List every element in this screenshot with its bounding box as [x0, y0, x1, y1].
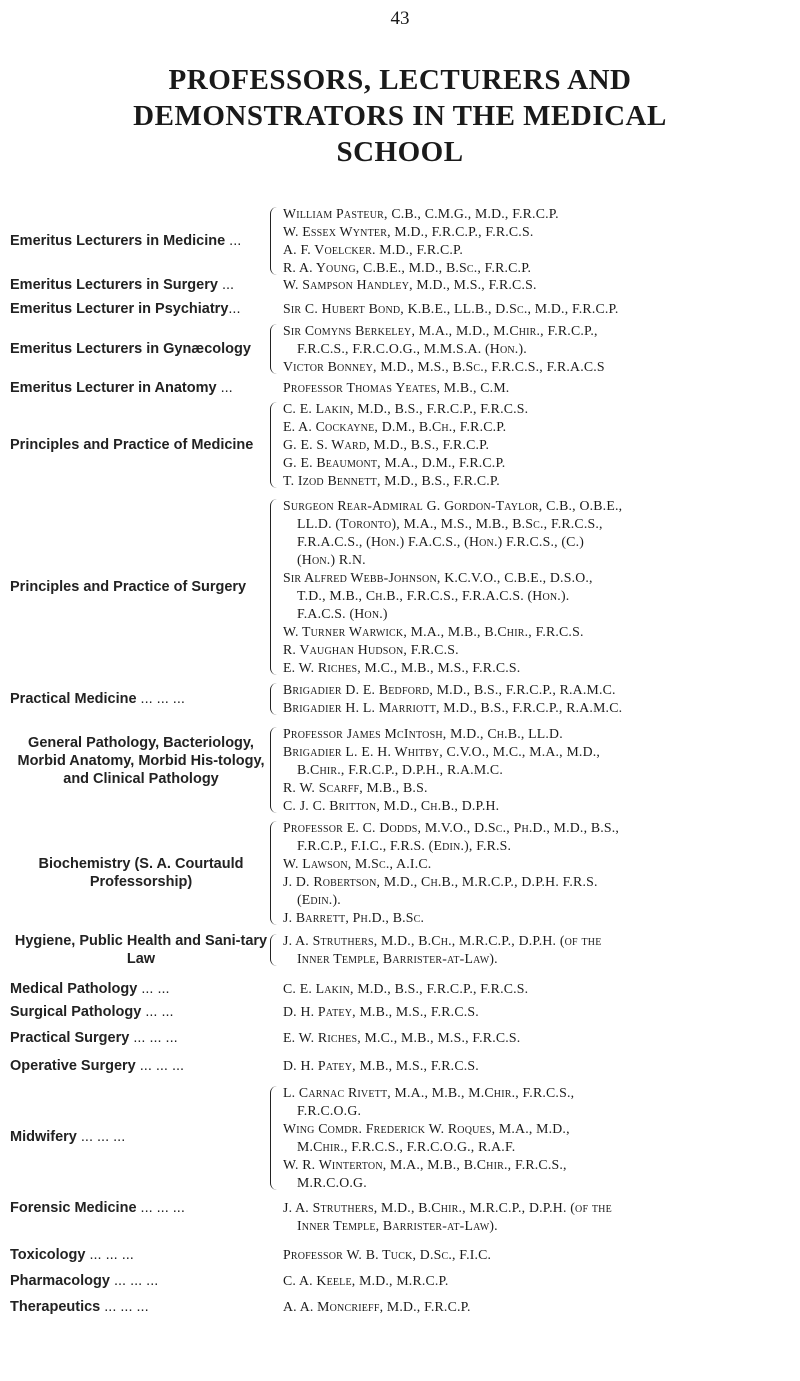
- staff-names: [283, 205, 793, 277]
- staff-names: [283, 1199, 793, 1235]
- subject-label-text: Emeritus Lecturer in Psychiatry: [10, 301, 229, 317]
- subject-label: [10, 1298, 272, 1316]
- page-title: [20, 62, 780, 170]
- subject-label: [10, 436, 272, 454]
- staff-name-line: J. A. Struthers, M.D., B.Chir., M.R.C.P., D.P.H. (of the: [283, 1200, 612, 1215]
- staff-names: [283, 1084, 793, 1192]
- staff-name-line: R. A. Young, C.B.E., M.D., B.Sc., F.R.C.P.: [283, 260, 532, 275]
- subject-label-text: Surgical Pathology: [10, 1004, 142, 1020]
- staff-name-line: Inner Temple, Barrister-at-Law).: [297, 1218, 498, 1233]
- subject-label-text: Pharmacology: [10, 1273, 110, 1289]
- staff-name-line: T. Izod Bennett, M.D., B.S., F.R.C.P.: [283, 473, 500, 488]
- staff-name-line: A. A. Moncrieff, M.D., F.R.C.P.: [283, 1299, 471, 1314]
- staff-names: [283, 819, 793, 927]
- subject-label: [10, 1128, 272, 1146]
- leader-dots: ... ... ...: [135, 1058, 185, 1074]
- staff-name-line: G. E. S. Ward, M.D., B.S., F.R.C.P.: [283, 437, 490, 452]
- subject-label: [10, 1003, 272, 1021]
- staff-name-line: Sir Comyns Berkeley, M.A., M.D., M.Chir., F.R.C.P.,: [283, 323, 598, 338]
- staff-name-line: J. Barrett, Ph.D., B.Sc.: [283, 910, 425, 925]
- staff-name-line: W. R. Winterton, M.A., M.B., B.Chir., F.R.C.S.,: [283, 1157, 567, 1172]
- staff-name-line: A. F. Voelcker. M.D., F.R.C.P.: [283, 242, 463, 257]
- subject-label: [10, 1057, 272, 1075]
- staff-names: [283, 932, 793, 968]
- staff-names: [283, 300, 793, 318]
- brace-icon: [270, 499, 281, 675]
- staff-name-line: Professor E. C. Dodds, M.V.O., D.Sc., Ph.D., M.D., B.S.,: [283, 820, 620, 835]
- staff-name-line: F.R.C.O.G.: [297, 1103, 362, 1118]
- subject-label-text: Hygiene, Public Health and Sani-tary Law: [14, 933, 268, 967]
- brace-icon: [270, 324, 281, 374]
- subject-label-text: Principles and Practice of Medicine: [10, 437, 254, 453]
- staff-names: [283, 1272, 793, 1290]
- staff-name-line: Victor Bonney, M.D., M.S., B.Sc., F.R.C.S., F.R.A.C.S: [283, 359, 605, 374]
- leader-dots: ...: [225, 233, 242, 249]
- staff-name-line: F.R.C.S., F.R.C.O.G., M.M.S.A. (Hon.).: [297, 341, 527, 356]
- staff-names: [283, 1246, 793, 1264]
- subject-label: [10, 300, 272, 318]
- staff-name-line: Professor Thomas Yeates, M.B., C.M.: [283, 380, 510, 395]
- subject-label-text: Midwifery: [10, 1129, 77, 1145]
- staff-name-line: C. A. Keele, M.D., M.R.C.P.: [283, 1273, 449, 1288]
- subject-label: [10, 1272, 272, 1290]
- staff-name-line: R. Vaughan Hudson, F.R.C.S.: [283, 642, 459, 657]
- subject-label: [10, 734, 272, 788]
- leader-dots: ...: [216, 380, 233, 396]
- staff-name-line: B.Chir., F.R.C.P., D.P.H., R.A.M.C.: [297, 762, 503, 777]
- staff-name-line: F.R.C.P., F.I.C., F.R.S. (Edin.), F.R.S.: [297, 838, 512, 853]
- staff-name-line: M.Chir., F.R.C.S., F.R.C.O.G., R.A.F.: [297, 1139, 516, 1154]
- subject-label: [10, 690, 272, 708]
- staff-names: [283, 400, 793, 490]
- subject-label-text: Toxicology: [10, 1247, 86, 1263]
- leader-dots: ... ... ...: [85, 1247, 134, 1263]
- staff-names: [283, 322, 793, 376]
- subject-label: [10, 1199, 272, 1217]
- staff-name-line: W. Turner Warwick, M.A., M.B., B.Chir., F.R.C.S.: [283, 624, 584, 639]
- staff-name-line: C. J. C. Britton, M.D., Ch.B., D.P.H.: [283, 798, 500, 813]
- subject-label: [10, 578, 272, 596]
- staff-name-line: W. Sampson Handley, M.D., M.S., F.R.C.S.: [283, 277, 537, 292]
- staff-name-line: Professor W. B. Tuck, D.Sc., F.I.C.: [283, 1247, 492, 1262]
- subject-label-text: Emeritus Lecturers in Surgery: [10, 277, 218, 293]
- staff-name-line: Sir Alfred Webb-Johnson, K.C.V.O., C.B.E., D.S.O.,: [283, 570, 593, 585]
- leader-dots: ... ... ...: [109, 1273, 159, 1289]
- staff-name-line: F.R.A.C.S., (Hon.) F.A.C.S., (Hon.) F.R.C.S., (C.): [297, 534, 585, 549]
- subject-label: [10, 1029, 272, 1047]
- staff-names: [283, 725, 793, 815]
- staff-name-line: F.A.C.S. (Hon.): [297, 606, 388, 621]
- brace-icon: [270, 934, 281, 966]
- staff-name-line: E. W. Riches, M.C., M.B., M.S., F.R.C.S.: [283, 1030, 521, 1045]
- staff-names: [283, 1298, 793, 1316]
- title-line: PROFESSORS, LECTURERS AND: [168, 64, 632, 96]
- staff-name-line: Brigadier H. L. Marriott, M.D., B.S., F.R.C.P., R.A.M.C.: [283, 700, 623, 715]
- leader-dots: ...: [228, 301, 241, 317]
- subject-label-text: Forensic Medicine: [10, 1200, 137, 1216]
- brace-icon: [270, 1086, 281, 1190]
- brace-icon: [270, 207, 281, 275]
- subject-label-text: Emeritus Lecturer in Anatomy: [10, 380, 217, 396]
- staff-name-line: E. A. Cockayne, D.M., B.Ch., F.R.C.P.: [283, 419, 507, 434]
- staff-name-line: Inner Temple, Barrister-at-Law).: [297, 951, 498, 966]
- subject-label-text: Medical Pathology: [10, 981, 138, 997]
- staff-names: [283, 276, 793, 294]
- subject-label-text: Emeritus Lecturers in Medicine: [10, 233, 226, 249]
- title-line: DEMONSTRATORS IN THE MEDICAL: [133, 100, 667, 132]
- staff-names: [283, 1029, 793, 1047]
- staff-name-line: Wing Comdr. Frederick W. Roques, M.A., M.D.,: [283, 1121, 570, 1136]
- leader-dots: ... ... ...: [100, 1299, 149, 1315]
- staff-name-line: C. E. Lakin, M.D., B.S., F.R.C.P., F.R.C.S.: [283, 981, 529, 996]
- subject-label: [10, 980, 272, 998]
- page-number: 43: [390, 8, 410, 29]
- staff-name-line: G. E. Beaumont, M.A., D.M., F.R.C.P.: [283, 455, 506, 470]
- subject-label-text: Emeritus Lecturers in Gynæcology: [10, 341, 251, 357]
- staff-name-line: Brigadier L. E. H. Whitby, C.V.O., M.C., M.A., M.D.,: [283, 744, 601, 759]
- staff-names: [283, 1003, 793, 1021]
- staff-name-line: LL.D. (Toronto), M.A., M.S., M.B., B.Sc., F.R.C.S.,: [297, 516, 603, 531]
- leader-dots: ... ...: [141, 1004, 174, 1020]
- staff-name-line: D. H. Patey, M.B., M.S., F.R.C.S.: [283, 1004, 479, 1019]
- leader-dots: ... ... ...: [136, 691, 185, 707]
- staff-name-line: W. Essex Wynter, M.D., F.R.C.P., F.R.C.S.: [283, 224, 534, 239]
- subject-label: [10, 379, 272, 397]
- subject-label-text: Practical Surgery: [10, 1030, 130, 1046]
- staff-name-line: Professor James McIntosh, M.D., Ch.B., LL.D.: [283, 726, 563, 741]
- subject-label-text: Biochemistry (S. A. Courtauld Professorship): [38, 856, 244, 890]
- staff-name-line: L. Carnac Rivett, M.A., M.B., M.Chir., F.R.C.S.,: [283, 1085, 575, 1100]
- title-line: SCHOOL: [336, 136, 464, 168]
- staff-name-line: D. H. Patey, M.B., M.S., F.R.C.S.: [283, 1058, 479, 1073]
- leader-dots: ... ...: [137, 981, 170, 997]
- leader-dots: ... ... ...: [76, 1129, 126, 1145]
- staff-name-line: (Hon.) R.N.: [297, 552, 366, 567]
- staff-names: [283, 681, 793, 717]
- staff-names: [283, 1057, 793, 1075]
- staff-names: [283, 497, 793, 677]
- brace-icon: [270, 727, 281, 813]
- leader-dots: ... ... ...: [136, 1200, 185, 1216]
- staff-name-line: T.D., M.B., Ch.B., F.R.C.S., F.R.A.C.S. (Hon.).: [297, 588, 570, 603]
- subject-label-text: Practical Medicine: [10, 691, 137, 707]
- subject-label-text: Operative Surgery: [10, 1058, 136, 1074]
- subject-label: [10, 1246, 272, 1264]
- subject-label-text: Therapeutics: [10, 1299, 101, 1315]
- brace-icon: [270, 683, 281, 715]
- subject-label: [10, 232, 272, 250]
- staff-name-line: R. W. Scarff, M.B., B.S.: [283, 780, 428, 795]
- subject-label: [10, 932, 272, 968]
- staff-name-line: J. A. Struthers, M.D., B.Ch., M.R.C.P., D.P.H. (of the: [283, 933, 602, 948]
- staff-name-line: M.R.C.O.G.: [297, 1175, 367, 1190]
- staff-name-line: William Pasteur, C.B., C.M.G., M.D., F.R.C.P.: [283, 206, 559, 221]
- leader-dots: ...: [217, 277, 235, 293]
- staff-name-line: Sir C. Hubert Bond, K.B.E., LL.B., D.Sc., M.D., F.R.C.P.: [283, 301, 619, 316]
- staff-name-line: Brigadier D. E. Bedford, M.D., B.S., F.R.C.P., R.A.M.C.: [283, 682, 616, 697]
- subject-label: [10, 855, 272, 891]
- brace-icon: [270, 402, 281, 488]
- staff-name-line: W. Lawson, M.Sc., A.I.C.: [283, 856, 432, 871]
- leader-dots: ... ... ...: [129, 1030, 178, 1046]
- subject-label-text: Principles and Practice of Surgery: [10, 579, 247, 595]
- subject-label: [10, 276, 272, 294]
- staff-name-line: J. D. Robertson, M.D., Ch.B., M.R.C.P., D.P.H. F.R.S.: [283, 874, 598, 889]
- subject-label: [10, 340, 272, 358]
- staff-names: [283, 379, 793, 397]
- staff-name-line: C. E. Lakin, M.D., B.S., F.R.C.P., F.R.C.S.: [283, 401, 529, 416]
- subject-label-text: General Pathology, Bacteriology, Morbid Anatomy, Morbid His-tology, and Clinical Pathology: [17, 735, 265, 787]
- staff-names: [283, 980, 793, 998]
- staff-name-line: E. W. Riches, M.C., M.B., M.S., F.R.C.S.: [283, 660, 521, 675]
- brace-icon: [270, 821, 281, 925]
- staff-name-line: Surgeon Rear-Admiral G. Gordon-Taylor, C.B., O.B.E.,: [283, 498, 623, 513]
- staff-name-line: (Edin.).: [297, 892, 341, 907]
